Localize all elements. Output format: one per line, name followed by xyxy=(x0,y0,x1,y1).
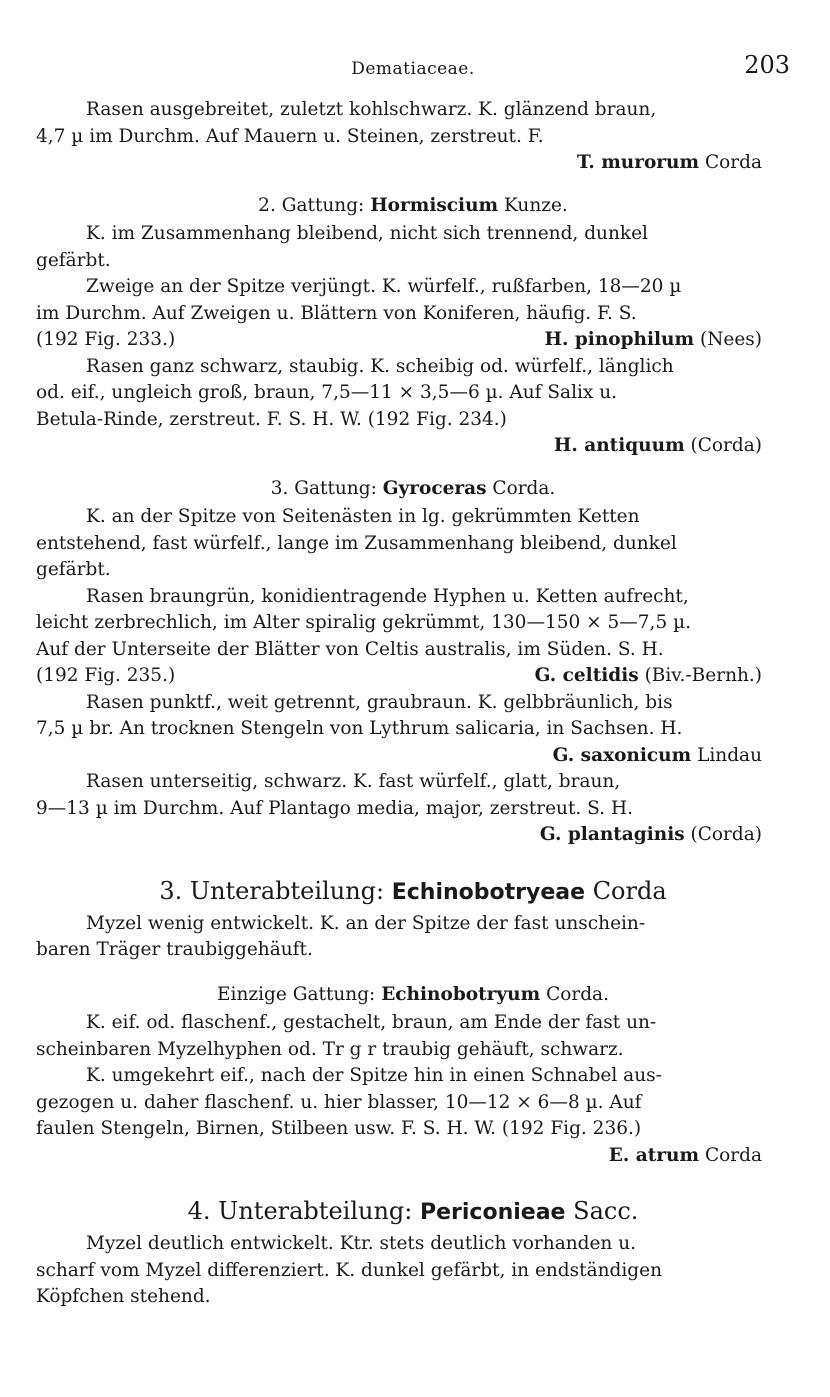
species-name xyxy=(36,1143,790,1170)
page-body xyxy=(36,97,790,1311)
figure-reference: (192 Fig. 233.) xyxy=(36,329,176,350)
text-line: Rasen ausgebreitet, zuletzt kohlschwarz. K. glänzend braun, xyxy=(86,99,657,120)
species-author: Corda xyxy=(704,152,762,173)
subdivision-heading xyxy=(36,1195,790,1229)
page-number: 203 xyxy=(744,51,790,79)
genus-name: Hormiscium xyxy=(370,194,499,216)
genus-author: Corda. xyxy=(492,477,556,499)
genus-author: Kunze. xyxy=(503,194,568,216)
species-binomial: E. atrum xyxy=(608,1144,700,1166)
text-line: 9—13 µ im Durchm. Auf Plantago media, major, zerstreut. S. H. xyxy=(36,797,633,819)
text-line: scharf vom Myzel differenziert. K. dunkel gefärbt, in endständigen xyxy=(36,1259,662,1281)
text-line: K. eif. od. flaschenf., gestachelt, braun, am Ende der fast un- xyxy=(86,1012,657,1033)
species-name xyxy=(36,150,790,177)
text-line: gefärbt. xyxy=(36,559,111,580)
text-line: Betula-Rinde, zerstreut. F. S. H. W. (192 Fig. 234.) xyxy=(36,408,507,430)
text-line: K. an der Spitze von Seitenästen in lg. gekrümmten Ketten xyxy=(86,506,640,527)
text-line: 7,5 µ br. An trocknen Stengeln von Lythrum salicaria, in Sachsen. H. xyxy=(36,718,683,739)
species-author: (Biv.-Bernh.) xyxy=(644,665,762,686)
species-name xyxy=(36,822,790,849)
species-author: (Corda) xyxy=(690,435,762,456)
species-binomial: G. plantaginis xyxy=(539,824,685,845)
text-line: 4,7 µ im Durchm. Auf Mauern u. Steinen, zerstreut. F. xyxy=(36,125,544,147)
species-binomial: G. celtidis xyxy=(534,665,639,686)
text-line: im Durchm. Auf Zweigen u. Blättern von Koniferen, häufig. F. S. xyxy=(36,302,637,324)
subdivision-name: Periconieae xyxy=(420,1200,566,1225)
text-line: Rasen punktf., weit getrennt, graubraun. K. gelbbräunlich, bis xyxy=(86,691,673,713)
text-line: od. eif., ungleich groß, braun, 7,5—11 × 3,5—6 µ. Auf Salix u. xyxy=(36,382,618,403)
text-line: Köpfchen stehend. xyxy=(36,1286,211,1307)
text-line: baren Träger traubiggehäuft. xyxy=(36,939,313,960)
text-line: K. im Zusammenhang bleibend, nicht sich trennend, dunkel xyxy=(86,223,648,244)
species-name xyxy=(36,743,790,770)
text-line: Rasen unterseitig, schwarz. K. fast würfelf., glatt, braun, xyxy=(86,771,621,792)
text-line: faulen Stengeln, Birnen, Stilbeen usw. F. S. H. W. (192 Fig. 236.) xyxy=(36,1118,642,1139)
species-author: (Corda) xyxy=(690,824,762,845)
text-line: gezogen u. daher flaschenf. u. hier blasser, 10—12 × 6—8 µ. Auf xyxy=(36,1091,642,1113)
genus-heading xyxy=(36,982,790,1009)
species-name xyxy=(36,433,790,460)
running-head xyxy=(36,52,790,82)
species-author: (Nees) xyxy=(699,329,762,350)
figure-reference: (192 Fig. 235.) xyxy=(36,665,176,686)
genus-prefix: 3. Gattung: xyxy=(270,477,377,499)
species-binomial: G. saxonicum xyxy=(552,744,692,766)
genus-heading xyxy=(36,476,790,503)
genus-prefix: 2. Gattung: xyxy=(258,194,365,216)
text-line: Auf der Unterseite der Blätter von Celtis australis, im Süden. S. H. xyxy=(36,638,664,660)
species-name xyxy=(545,327,763,354)
subdivision-prefix: 4. Unterabteilung: xyxy=(187,1197,413,1225)
text-line: leicht zerbrechlich, im Alter spiralig gekrümmt, 130—150 × 5—7,5 µ. xyxy=(36,612,691,633)
species-binomial: T. murorum xyxy=(576,152,700,173)
text-line: Myzel wenig entwickelt. K. an der Spitze der fast unschein- xyxy=(86,912,646,934)
genus-name: Echinobotryum xyxy=(381,983,541,1005)
species-binomial: H. antiquum xyxy=(553,435,685,456)
text-line-with-species xyxy=(36,663,790,690)
running-title: Dematiaceae. xyxy=(351,59,475,79)
genus-heading xyxy=(36,193,790,220)
subdivision-heading xyxy=(36,875,790,909)
subdivision-author: Sacc. xyxy=(573,1197,639,1225)
genus-author: Corda. xyxy=(546,983,609,1005)
subdivision-prefix: 3. Unterabteilung: xyxy=(159,876,385,905)
genus-name: Gyroceras xyxy=(382,477,487,499)
text-line: Myzel deutlich entwickelt. Ktr. stets deutlich vorhanden u. xyxy=(86,1233,637,1254)
text-line: K. umgekehrt eif., nach der Spitze hin in einen Schnabel aus- xyxy=(86,1065,662,1086)
species-author: Lindau xyxy=(697,744,762,766)
text-line: Rasen braungrün, konidientragende Hyphen u. Ketten aufrecht, xyxy=(86,585,689,607)
species-name xyxy=(535,663,762,690)
subdivision-author: Corda xyxy=(592,876,667,905)
species-binomial: H. pinophilum xyxy=(544,329,695,350)
text-line: Rasen ganz schwarz, staubig. K. scheibig od. würfelf., länglich xyxy=(86,355,674,377)
text-line: entstehend, fast würfelf., lange im Zusammenhang bleibend, dunkel xyxy=(36,532,677,554)
text-line: scheinbaren Myzelhyphen od. Tr g r traubig gehäuft, schwarz. xyxy=(36,1038,624,1060)
genus-prefix: Einzige Gattung: xyxy=(217,983,376,1005)
text-line: Zweige an der Spitze verjüngt. K. würfelf., rußfarben, 18—20 µ xyxy=(86,276,682,297)
text-line: gefärbt. xyxy=(36,249,111,271)
text-line-with-species xyxy=(36,327,790,354)
species-author: Corda xyxy=(704,1144,762,1166)
subdivision-name: Echinobotryeae xyxy=(391,879,586,905)
